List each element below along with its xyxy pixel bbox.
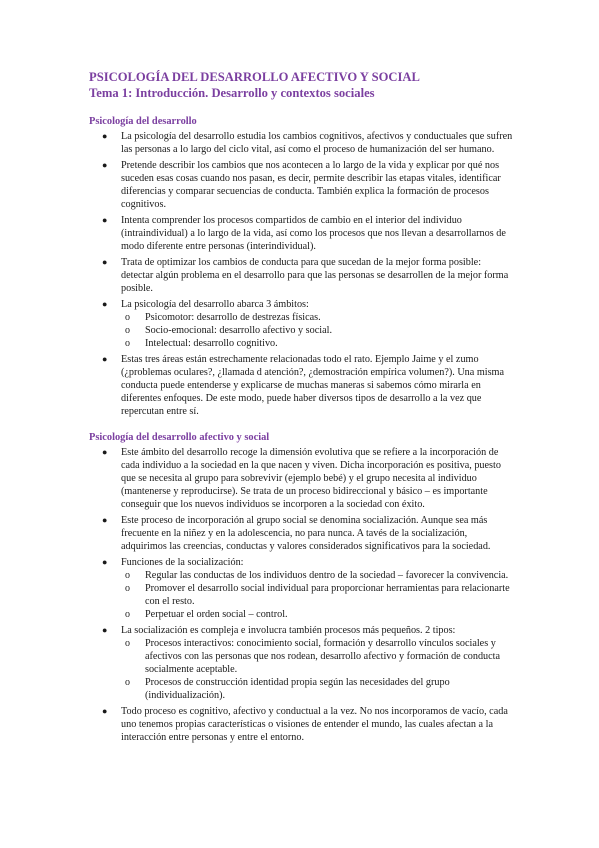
- sub-bullet-text: Socio-emocional: desarrollo afectivo y social.: [145, 325, 332, 336]
- sub-bullet-text: Regular las conductas de los individuos dentro de la sociedad – favorecer la convivencia.: [145, 570, 509, 581]
- bullet-item: [89, 256, 515, 295]
- bullet-list: [89, 446, 515, 744]
- sub-bullet-icon: o: [125, 570, 130, 581]
- bullet-text: Estas tres áreas están estrechamente relacionadas todo el rato. Ejemplo Jaime y el zumo (¿problemas oculares?, ¿llamada d atención?, ¿demostración empírica volumen?). Una misma conducta puede entenderse y explicarse de muchas maneras si sabemos cómo mirarla en diferentes enfoques. De este modo, puede haber diversos tipos de desarrollo a la vez que repercutan entre sí.: [121, 354, 505, 417]
- sub-bullet-icon: o: [125, 677, 130, 688]
- sub-bullet-list: [121, 569, 515, 621]
- sub-bullet-item: [121, 311, 515, 324]
- bullet-icon: ●: [102, 131, 108, 141]
- bullet-text: Pretende describir los cambios que nos acontecen a lo largo de la vida y explicar por qué nos suceden esas cosas cuando nos pasan, es decir, permite describir las etapas vitales, identificar diferencias y comparar secuencias de conducta. También explica la formación de procesos cognitivos.: [121, 160, 501, 210]
- bullet-text: La socialización es compleja e involucra también procesos más pequeños. 2 tipos:: [121, 625, 456, 636]
- sub-bullet-text: Procesos interactivos: conocimiento social, formación y desarrollo vínculos sociales y afectivos con las personas que nos rodean, desarrollo afectivo y formación de conducta socialmente aceptable.: [145, 638, 501, 675]
- bullet-icon: ●: [102, 299, 108, 309]
- bullet-text: La psicología del desarrollo abarca 3 ámbitos:: [121, 299, 309, 310]
- section: [89, 431, 515, 744]
- document-title: PSICOLOGÍA DEL DESARROLLO AFECTIVO Y SOCIAL: [89, 70, 420, 84]
- bullet-item: [89, 624, 515, 702]
- bullet-item: [89, 130, 515, 156]
- sub-bullet-item: [121, 324, 515, 337]
- sections-container: [89, 115, 515, 744]
- sub-bullet-text: Perpetuar el orden social – control.: [145, 609, 288, 620]
- document-body: [89, 70, 515, 757]
- section: [89, 115, 515, 418]
- bullet-icon: ●: [102, 625, 108, 635]
- document-subtitle: Tema 1: Introducción. Desarrollo y contextos sociales: [89, 86, 375, 100]
- bullet-item: [89, 705, 515, 744]
- sub-bullet-icon: o: [125, 325, 130, 336]
- bullet-item: [89, 298, 515, 350]
- bullet-item: [89, 446, 515, 511]
- bullet-text: La psicología del desarrollo estudia los cambios cognitivos, afectivos y conductuales que sufren las personas a lo largo del ciclo vital, así como el proceso de humanización del ser humano.: [121, 131, 513, 155]
- sub-bullet-item: [121, 582, 515, 608]
- sub-bullet-text: Psicomotor: desarrollo de destrezas físicas.: [145, 312, 321, 323]
- bullet-text: Trata de optimizar los cambios de conducta para que sucedan de la mejor forma posible: detectar algún problema en el desarrollo para que las personas se desarrollen de la mejor forma posible.: [121, 257, 509, 294]
- bullet-icon: ●: [102, 706, 108, 716]
- sub-bullet-list: [121, 311, 515, 350]
- sub-bullet-icon: o: [125, 583, 130, 594]
- sub-bullet-text: Intelectual: desarrollo cognitivo.: [145, 338, 278, 349]
- bullet-item: [89, 556, 515, 621]
- sub-bullet-item: [121, 569, 515, 582]
- bullet-icon: ●: [102, 557, 108, 567]
- sub-bullet-text: Procesos de construcción identidad propia según las necesidades del grupo (individualización).: [145, 677, 450, 701]
- section-heading: Psicología del desarrollo afectivo y social: [89, 432, 270, 443]
- sub-bullet-icon: o: [125, 638, 130, 649]
- bullet-text: Intenta comprender los procesos compartidos de cambio en el interior del individuo (intraindividual) a lo largo de la vida, así como los procesos que nos llevan a desarrollarnos de modo diferente entre personas (interindividual).: [121, 215, 506, 252]
- bullet-icon: ●: [102, 257, 108, 267]
- bullet-icon: ●: [102, 160, 108, 170]
- sub-bullet-text: Promover el desarrollo social individual para proporcionar herramientas para relacionarte con el resto.: [145, 583, 510, 607]
- bullet-list: [89, 130, 515, 418]
- bullet-item: [89, 514, 515, 553]
- sub-bullet-icon: o: [125, 338, 130, 349]
- bullet-icon: ●: [102, 447, 108, 457]
- bullet-text: Todo proceso es cognitivo, afectivo y conductual a la vez. No nos incorporamos de vacío, cada uno tenemos propias características o visiones de entender el mundo, las cuales afectan a la interacción entre personas y entre el entorno.: [121, 706, 508, 743]
- bullet-text: Este proceso de incorporación al grupo social se denomina socialización. Aunque sea más frecuente en la niñez y en la adolescencia, no para nunca. A tavés de la socialización, adquirimos las creencias, conductas y valores considerados significativos para la sociedad.: [121, 515, 491, 552]
- bullet-item: [89, 159, 515, 211]
- sub-bullet-icon: o: [125, 609, 130, 620]
- bullet-icon: ●: [102, 215, 108, 225]
- sub-bullet-list: [121, 637, 515, 702]
- sub-bullet-item: [121, 676, 515, 702]
- sub-bullet-icon: o: [125, 312, 130, 323]
- sub-bullet-item: [121, 637, 515, 676]
- section-heading: Psicología del desarrollo: [89, 116, 197, 127]
- bullet-icon: ●: [102, 354, 108, 364]
- sub-bullet-item: [121, 608, 515, 621]
- bullet-item: [89, 214, 515, 253]
- bullet-text: Este ámbito del desarrollo recoge la dimensión evolutiva que se refiere a la incorporación de cada individuo a la sociedad en la que nacen y viven. Dicha incorporación es positiva, puesto que se necesita al grupo para sobrevivir (ejemplo bebé) y el grupo necesita al individuo (mantenerse y reproducirse). Se trata de un proceso bidireccional y básico – es importante conseguir que los nuevos individuos se incorporen a la sociedad con éxito.: [121, 447, 501, 510]
- bullet-icon: ●: [102, 515, 108, 525]
- sub-bullet-item: [121, 337, 515, 350]
- bullet-text: Funciones de la socialización:: [121, 557, 244, 568]
- bullet-item: [89, 353, 515, 418]
